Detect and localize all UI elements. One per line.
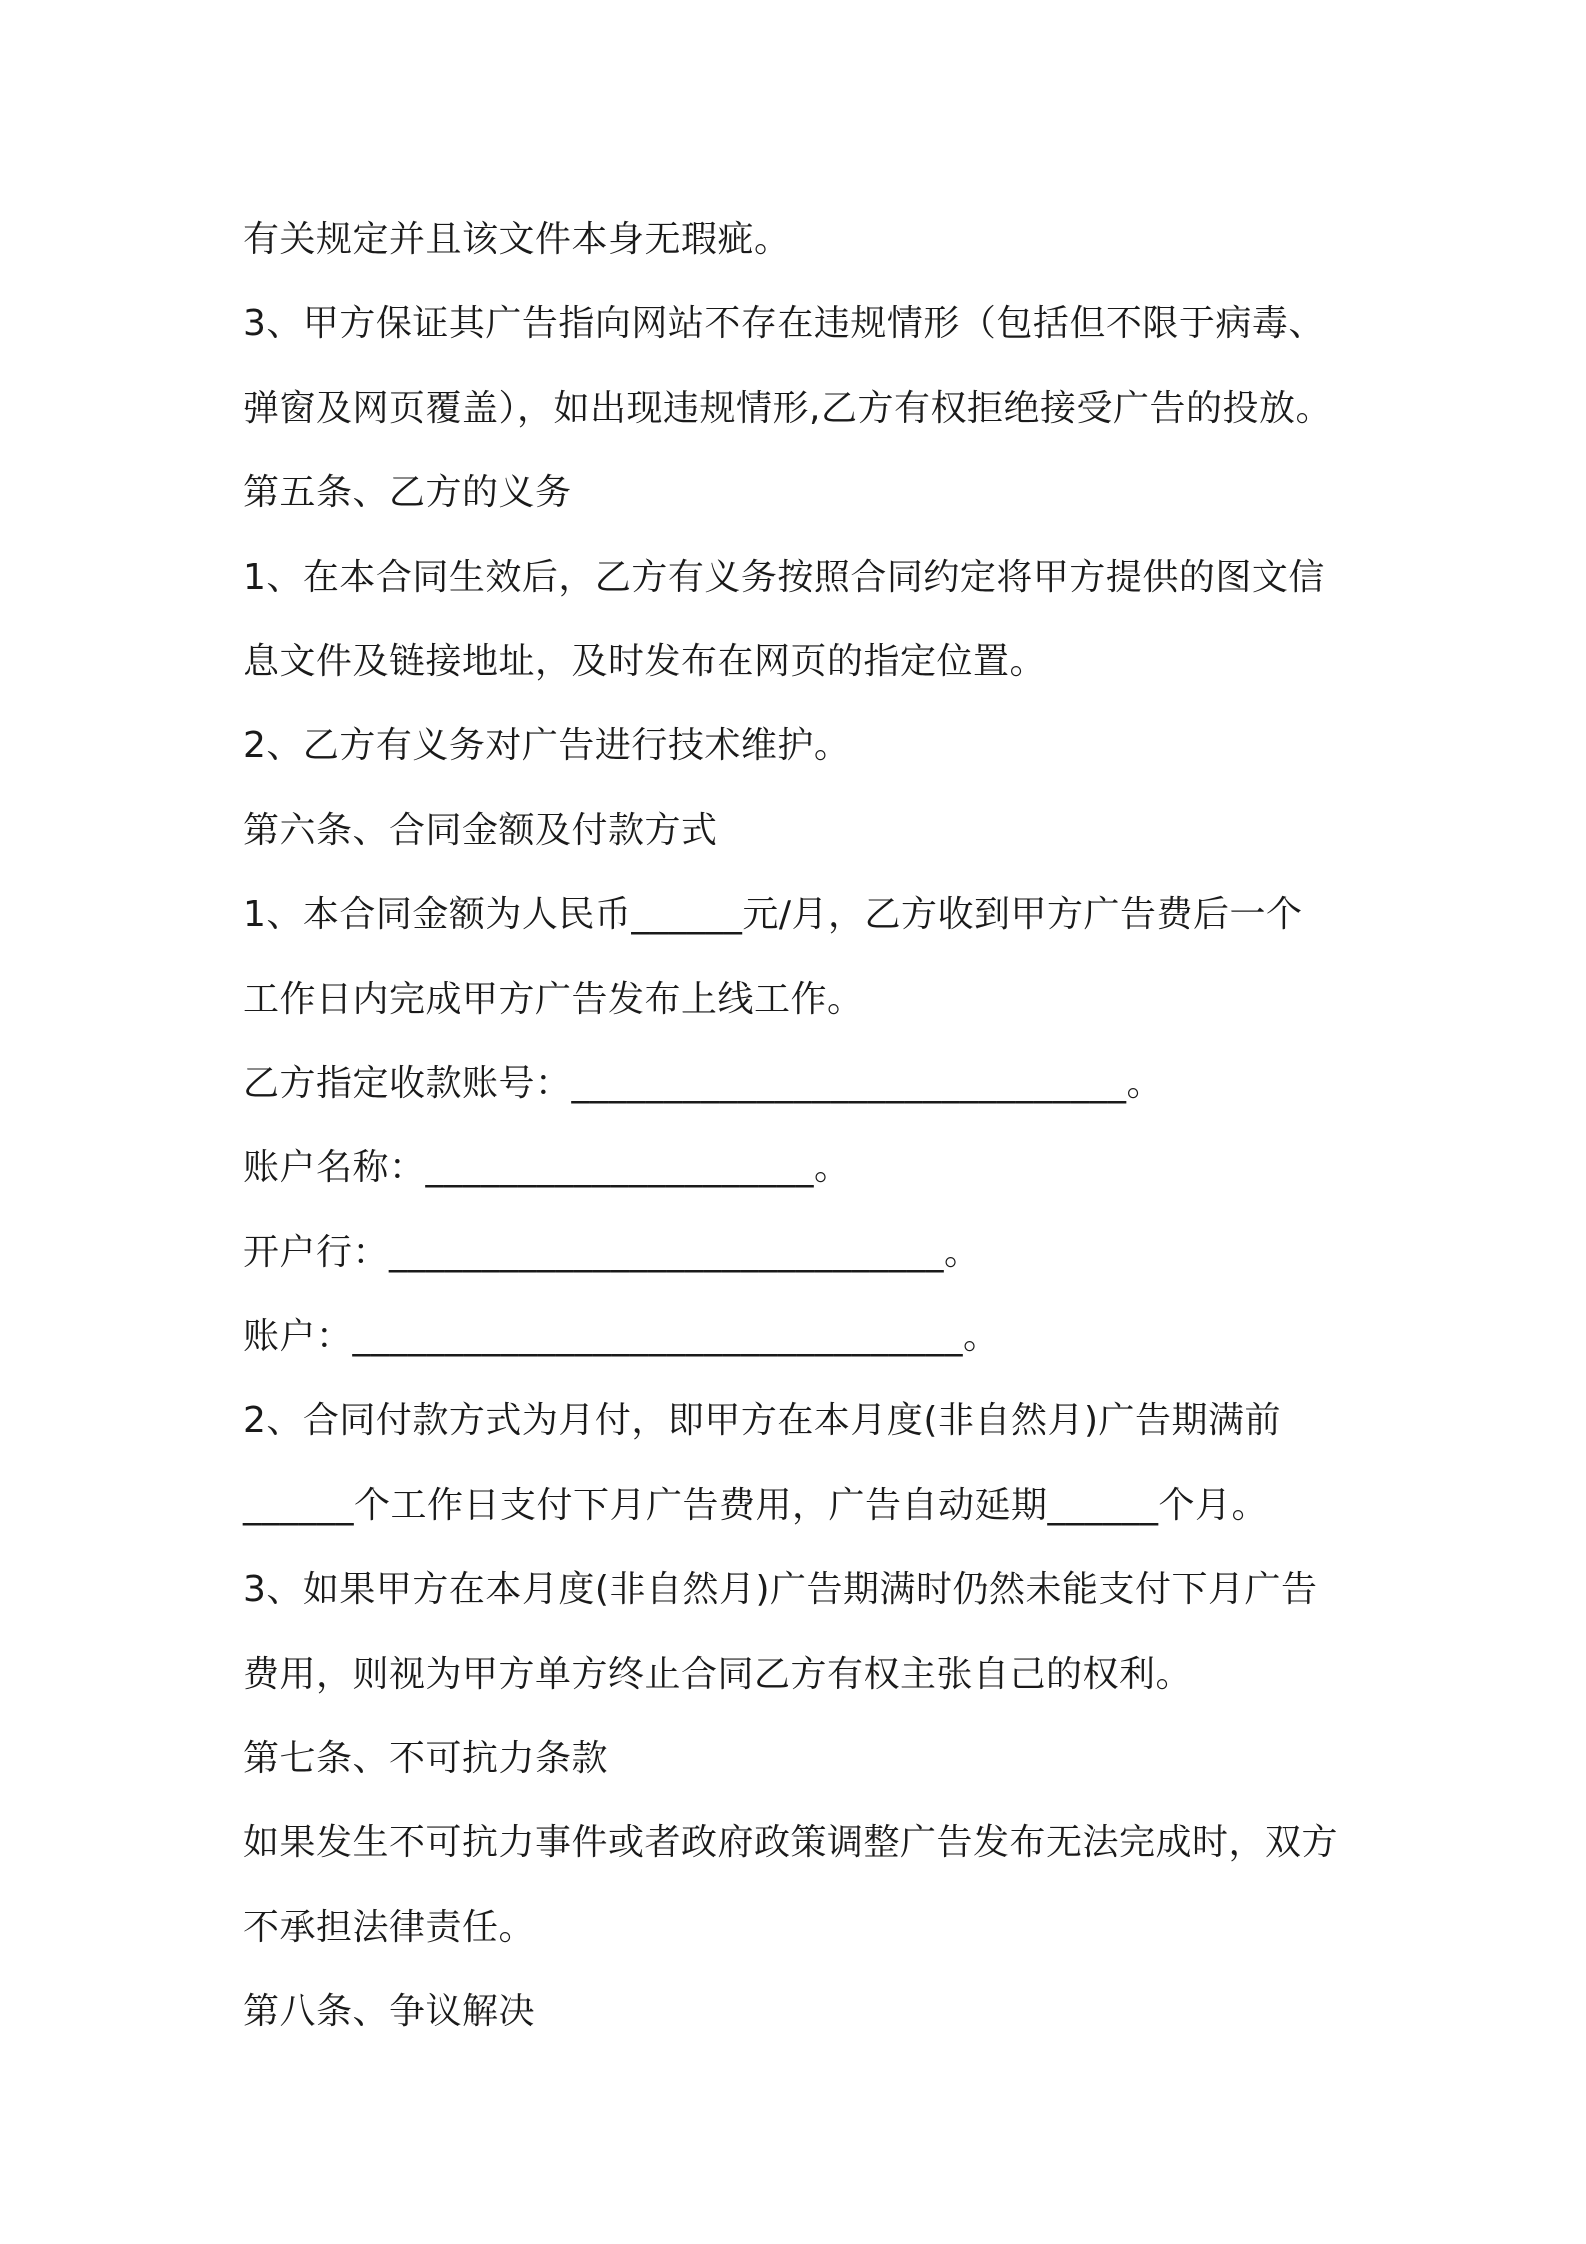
- text-line: 有关规定并且该文件本身无瑕疵。: [243, 219, 791, 260]
- text-line: 开户行：______________________________。: [243, 1231, 981, 1273]
- text-line: ______个工作日支付下月广告费用，广告自动延期______个月。: [243, 1484, 1269, 1526]
- section-heading: 第八条、争议解决: [243, 1991, 536, 2033]
- text-line: 不承担法律责任。: [243, 1906, 536, 1948]
- text-line: 弹窗及网页覆盖），如出现违规情形,乙方有权拒绝接受广告的投放。: [243, 387, 1332, 429]
- text-line: 1、在本合同生效后，乙方有义务按照合同约定将甲方提供的图文信: [243, 556, 1325, 598]
- section-heading: 第五条、乙方的义务: [243, 472, 572, 514]
- text-line: 工作日内完成甲方广告发布上线工作。: [243, 978, 864, 1020]
- text-line: 3、如果甲方在本月度(非自然月)广告期满时仍然未能支付下月广告: [243, 1569, 1318, 1611]
- text-line: 乙方指定收款账号：______________________________。: [243, 1062, 1164, 1104]
- text-line: 2、合同付款方式为月付，即甲方在本月度(非自然月)广告期满前: [243, 1400, 1281, 1442]
- section-heading: 第六条、合同金额及付款方式: [243, 809, 718, 851]
- text-line: 2、乙方有义务对广告进行技术维护。: [243, 725, 851, 767]
- text-line: 3、甲方保证其广告指向网站不存在违规情形（包括但不限于病毒、: [243, 303, 1325, 345]
- text-line: 账户名称：_____________________。: [243, 1147, 851, 1189]
- text-line: 费用，则视为甲方单方终止合同乙方有权主张自己的权利。: [243, 1653, 1193, 1695]
- document-body: [243, 198, 1363, 2055]
- text-line: 1、本合同金额为人民币______元/月，乙方收到甲方广告费后一个: [243, 894, 1303, 936]
- text-line: 如果发生不可抗力事件或者政府政策调整广告发布无法完成时，双方: [243, 1822, 1339, 1864]
- section-heading: 第七条、不可抗力条款: [243, 1738, 609, 1780]
- text-line: 息文件及链接地址，及时发布在网页的指定位置。: [243, 640, 1047, 682]
- text-line: 账户：_________________________________。: [243, 1316, 1000, 1358]
